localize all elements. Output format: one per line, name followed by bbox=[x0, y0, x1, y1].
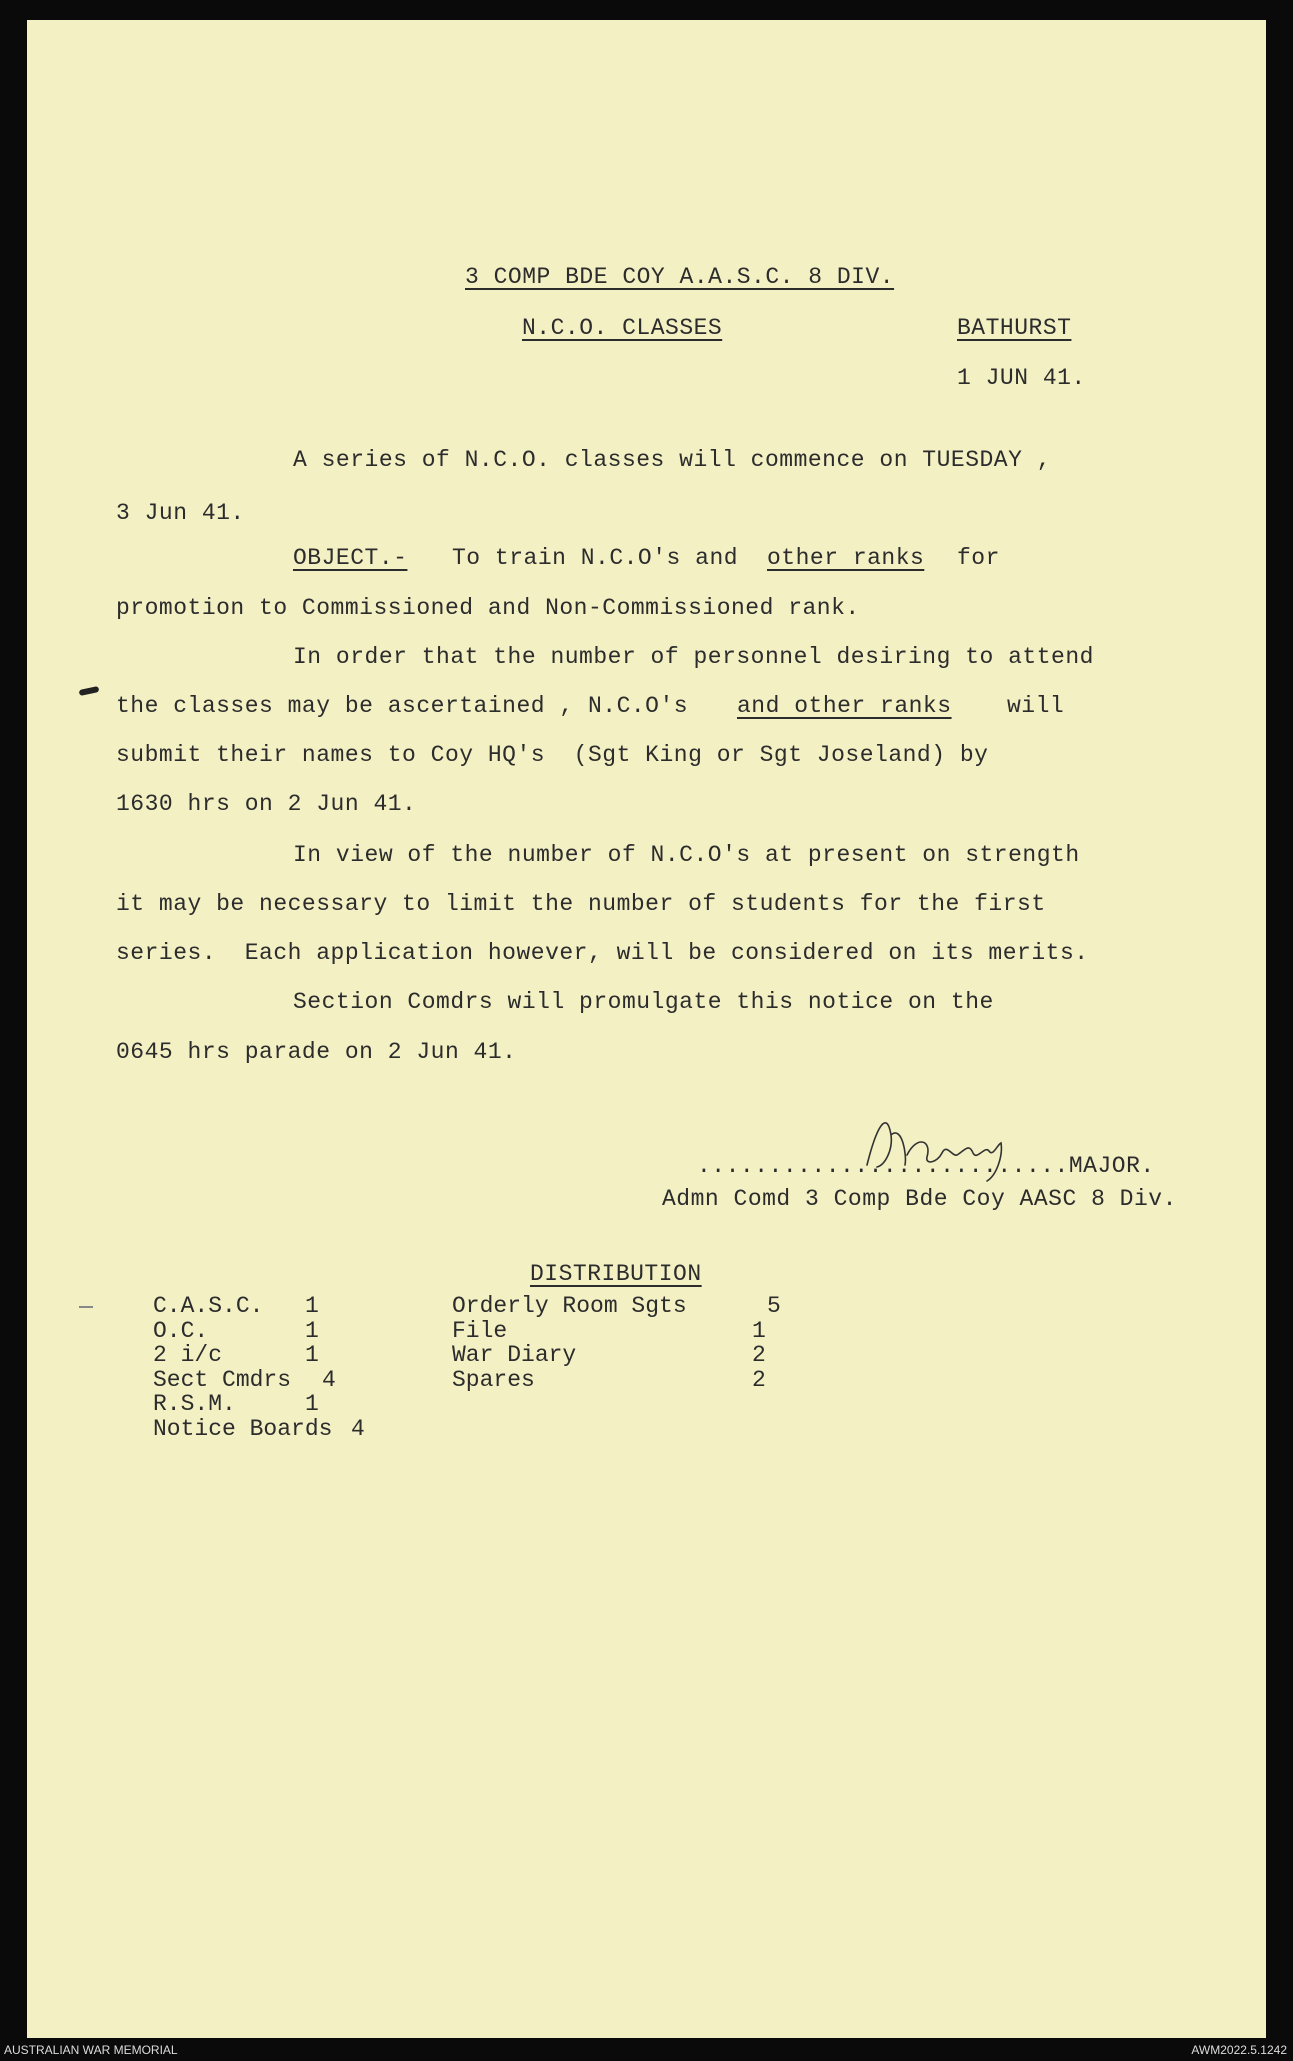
distribution-left-item-qty: 1 bbox=[305, 1293, 319, 1319]
para3-line3: submit their names to Coy HQ's (Sgt King or Sgt Joseland) by bbox=[116, 742, 989, 768]
distribution-left-item-qty: 4 bbox=[322, 1366, 336, 1393]
distribution-title: DISTRIBUTION bbox=[530, 1261, 702, 1287]
distribution-left-item-qty: 4 bbox=[351, 1415, 365, 1442]
object-label: OBJECT.- bbox=[293, 545, 408, 571]
para4-line2: it may be necessary to limit the number of students for the first bbox=[116, 891, 1046, 917]
object-text-b: other ranks bbox=[767, 545, 925, 571]
para5-line1: Section Comdrs will promulgate this notice on the bbox=[293, 989, 994, 1015]
unit-heading: 3 COMP BDE COY A.A.S.C. 8 DIV. bbox=[465, 264, 895, 290]
distribution-left-item-name: O.C. bbox=[153, 1317, 209, 1344]
footer-right: AWM2022.5.1242 bbox=[1191, 2043, 1287, 2057]
object-text-c: for bbox=[957, 545, 1000, 571]
para1-line2: 3 Jun 41. bbox=[116, 500, 245, 526]
para3-line2-b: and other ranks bbox=[737, 693, 952, 719]
distribution-right-item-name: War Diary bbox=[452, 1342, 577, 1368]
distribution-right-item-name: Spares bbox=[452, 1366, 535, 1393]
object-text-a: To train N.C.O's and bbox=[452, 545, 739, 571]
document-date: 1 JUN 41. bbox=[957, 365, 1086, 391]
distribution-right-item-qty: 2 bbox=[752, 1366, 766, 1393]
margin-ink-mark bbox=[79, 686, 100, 696]
para3-line1: In order that the number of personnel desiring to attend bbox=[293, 644, 1094, 670]
distribution-left-item-name: Notice Boards bbox=[153, 1415, 333, 1442]
distribution-right-item-qty: 5 bbox=[767, 1293, 781, 1319]
para4-line1: In view of the number of N.C.O's at present on strength bbox=[293, 842, 1080, 868]
para1-line1: A series of N.C.O. classes will commence on TUESDAY , bbox=[293, 447, 1052, 473]
object-line2: promotion to Commissioned and Non-Commissioned rank. bbox=[116, 595, 860, 621]
para4-line3: series. Each application however, will be considered on its merits. bbox=[116, 940, 1089, 966]
para3-line2-c: will bbox=[1007, 693, 1065, 719]
signature-rank-line: ..........................MAJOR. bbox=[697, 1153, 1155, 1179]
document-title: N.C.O. CLASSES bbox=[522, 315, 723, 341]
distribution-left-item-name: R.S.M. bbox=[153, 1391, 236, 1417]
para5-line2: 0645 hrs parade on 2 Jun 41. bbox=[116, 1039, 517, 1065]
distribution-left-item-name: 2 i/c bbox=[153, 1342, 223, 1368]
document-page bbox=[27, 20, 1266, 2038]
distribution-left-item-qty: 1 bbox=[305, 1342, 319, 1368]
distribution-left-item-name: C.A.S.C. bbox=[153, 1293, 264, 1319]
location: BATHURST bbox=[957, 315, 1072, 341]
distribution-right-item-name: File bbox=[452, 1317, 508, 1344]
distribution-right-item-name: Orderly Room Sgts bbox=[452, 1293, 687, 1319]
footer-left: AUSTRALIAN WAR MEMORIAL bbox=[4, 2043, 178, 2057]
distribution-right-item-qty: 2 bbox=[752, 1342, 766, 1368]
para3-line4: 1630 hrs on 2 Jun 41. bbox=[116, 791, 417, 817]
distribution-right-item-qty: 1 bbox=[752, 1317, 766, 1344]
distribution-left-item-qty: 1 bbox=[305, 1317, 319, 1344]
signature-appointment: Admn Comd 3 Comp Bde Coy AASC 8 Div. bbox=[662, 1186, 1177, 1212]
margin-tick-mark bbox=[79, 1306, 93, 1308]
para3-line2-a: the classes may be ascertained , N.C.O's bbox=[116, 693, 689, 719]
distribution-left-item-name: Sect Cmdrs bbox=[153, 1366, 292, 1393]
distribution-left-item-qty: 1 bbox=[305, 1391, 319, 1417]
